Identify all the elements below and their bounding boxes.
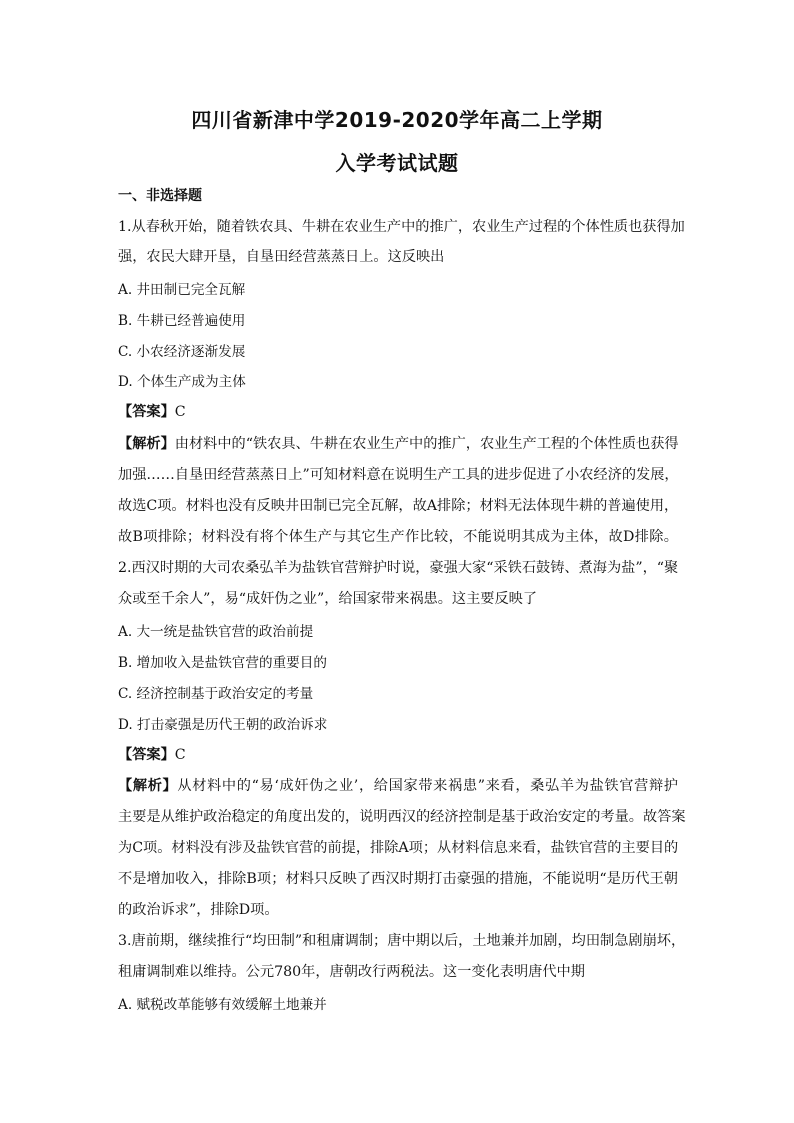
q2-stem-line2: 众或至千余人”，易“成奸伪之业”，给国家带来祸患。这主要反映了 <box>118 591 538 607</box>
q3-stem-line1: 3.唐前期，继续推行“均田制”和租庸调制；唐中期以后，土地兼并加剧，均田制急剧崩坏， <box>118 933 686 949</box>
q1-option-b: B. 牛耕已经普遍使用 <box>118 313 246 329</box>
answer-tag: 【答案】 <box>118 404 175 420</box>
q1-analysis-line1 <box>118 434 678 454</box>
q1-option-d: D. 个体生产成为主体 <box>118 374 246 390</box>
q2-analysis-line2: 主要是从维护政治稳定的角度出发的，说明西汉的经济控制是基于政治安定的考量。故答案 <box>118 809 686 825</box>
q1-analysis-line4: 故B项排除；材料没有将个体生产与其它生产作比较，不能说明其成为主体，故D排除。 <box>118 529 678 545</box>
analysis-tag: 【解析】 <box>118 436 175 452</box>
q2-option-b: B. 增加收入是盐铁官营的重要目的 <box>118 655 327 671</box>
exam-title-line2: 入学考试试题 <box>335 151 459 175</box>
q2-option-a: A. 大一统是盐铁官营的政治前提 <box>118 624 314 640</box>
q2-analysis-line5: 的政治诉求”，排除D项。 <box>118 902 279 918</box>
q2-option-c: C. 经济控制基于政治安定的考量 <box>118 686 314 702</box>
q3-stem-line2: 租庸调制难以维持。公元780年，唐朝改行两税法。这一变化表明唐代中期 <box>118 964 585 980</box>
analysis-text: 从材料中的“易‘成奸伪之业’，给国家带来祸患”来看，桑弘羊为盐铁官营辩护 <box>177 778 678 794</box>
q3-option-a: A. 赋税改革能够有效缓解土地兼并 <box>118 997 327 1013</box>
q1-option-a: A. 井田制已完全瓦解 <box>118 282 246 298</box>
answer-value: C <box>174 747 186 763</box>
q1-option-c: C. 小农经济逐渐发展 <box>118 344 246 360</box>
q1-stem-line2: 强，农民大肆开垦，自垦田经营蒸蒸日上。这反映出 <box>118 249 445 265</box>
q2-answer <box>118 745 678 765</box>
q1-stem-line1: 1.从春秋开始，随着铁农具、牛耕在农业生产中的推广，农业生产过程的个体性质也获得加 <box>118 219 685 235</box>
section-heading: 一、非选择题 <box>118 188 202 204</box>
q1-answer <box>118 402 678 422</box>
analysis-text: 由材料中的“铁农具、牛耕在农业生产中的推广，农业生产工程的个体性质也获得 <box>174 436 679 452</box>
q2-analysis-line4: 不是增加收入，排除B项；材料只反映了西汉时期打击豪强的措施，不能说明“是历代王朝 <box>118 871 678 887</box>
q1-analysis-line2: 加强……自垦田经营蒸蒸日上”可知材料意在说明生产工具的进步促进了小农经济的发展， <box>118 467 679 483</box>
exam-title-line1: 四川省新津中学2019-2020学年高二上学期 <box>191 108 603 132</box>
q1-analysis-line3: 故选C项。材料也没有反映井田制已完全瓦解，故A排除；材料无法体现牛耕的普遍使用， <box>118 498 679 514</box>
q2-stem-line1: 2.西汉时期的大司农桑弘羊为盐铁官营辩护时说，豪强大家“采铁石鼓铸、煮海为盐”，“聚 <box>118 560 679 576</box>
analysis-tag: 【解析】 <box>118 778 178 794</box>
q2-option-d: D. 打击豪强是历代王朝的政治诉求 <box>118 717 328 733</box>
answer-tag: 【答案】 <box>118 747 175 763</box>
q2-analysis-line3: 为C项。材料没有涉及盐铁官营的前提，排除A项；从材料信息来看，盐铁官营的主要目的 <box>118 840 679 856</box>
answer-value: C <box>174 404 186 420</box>
q2-analysis-line1 <box>118 776 678 796</box>
